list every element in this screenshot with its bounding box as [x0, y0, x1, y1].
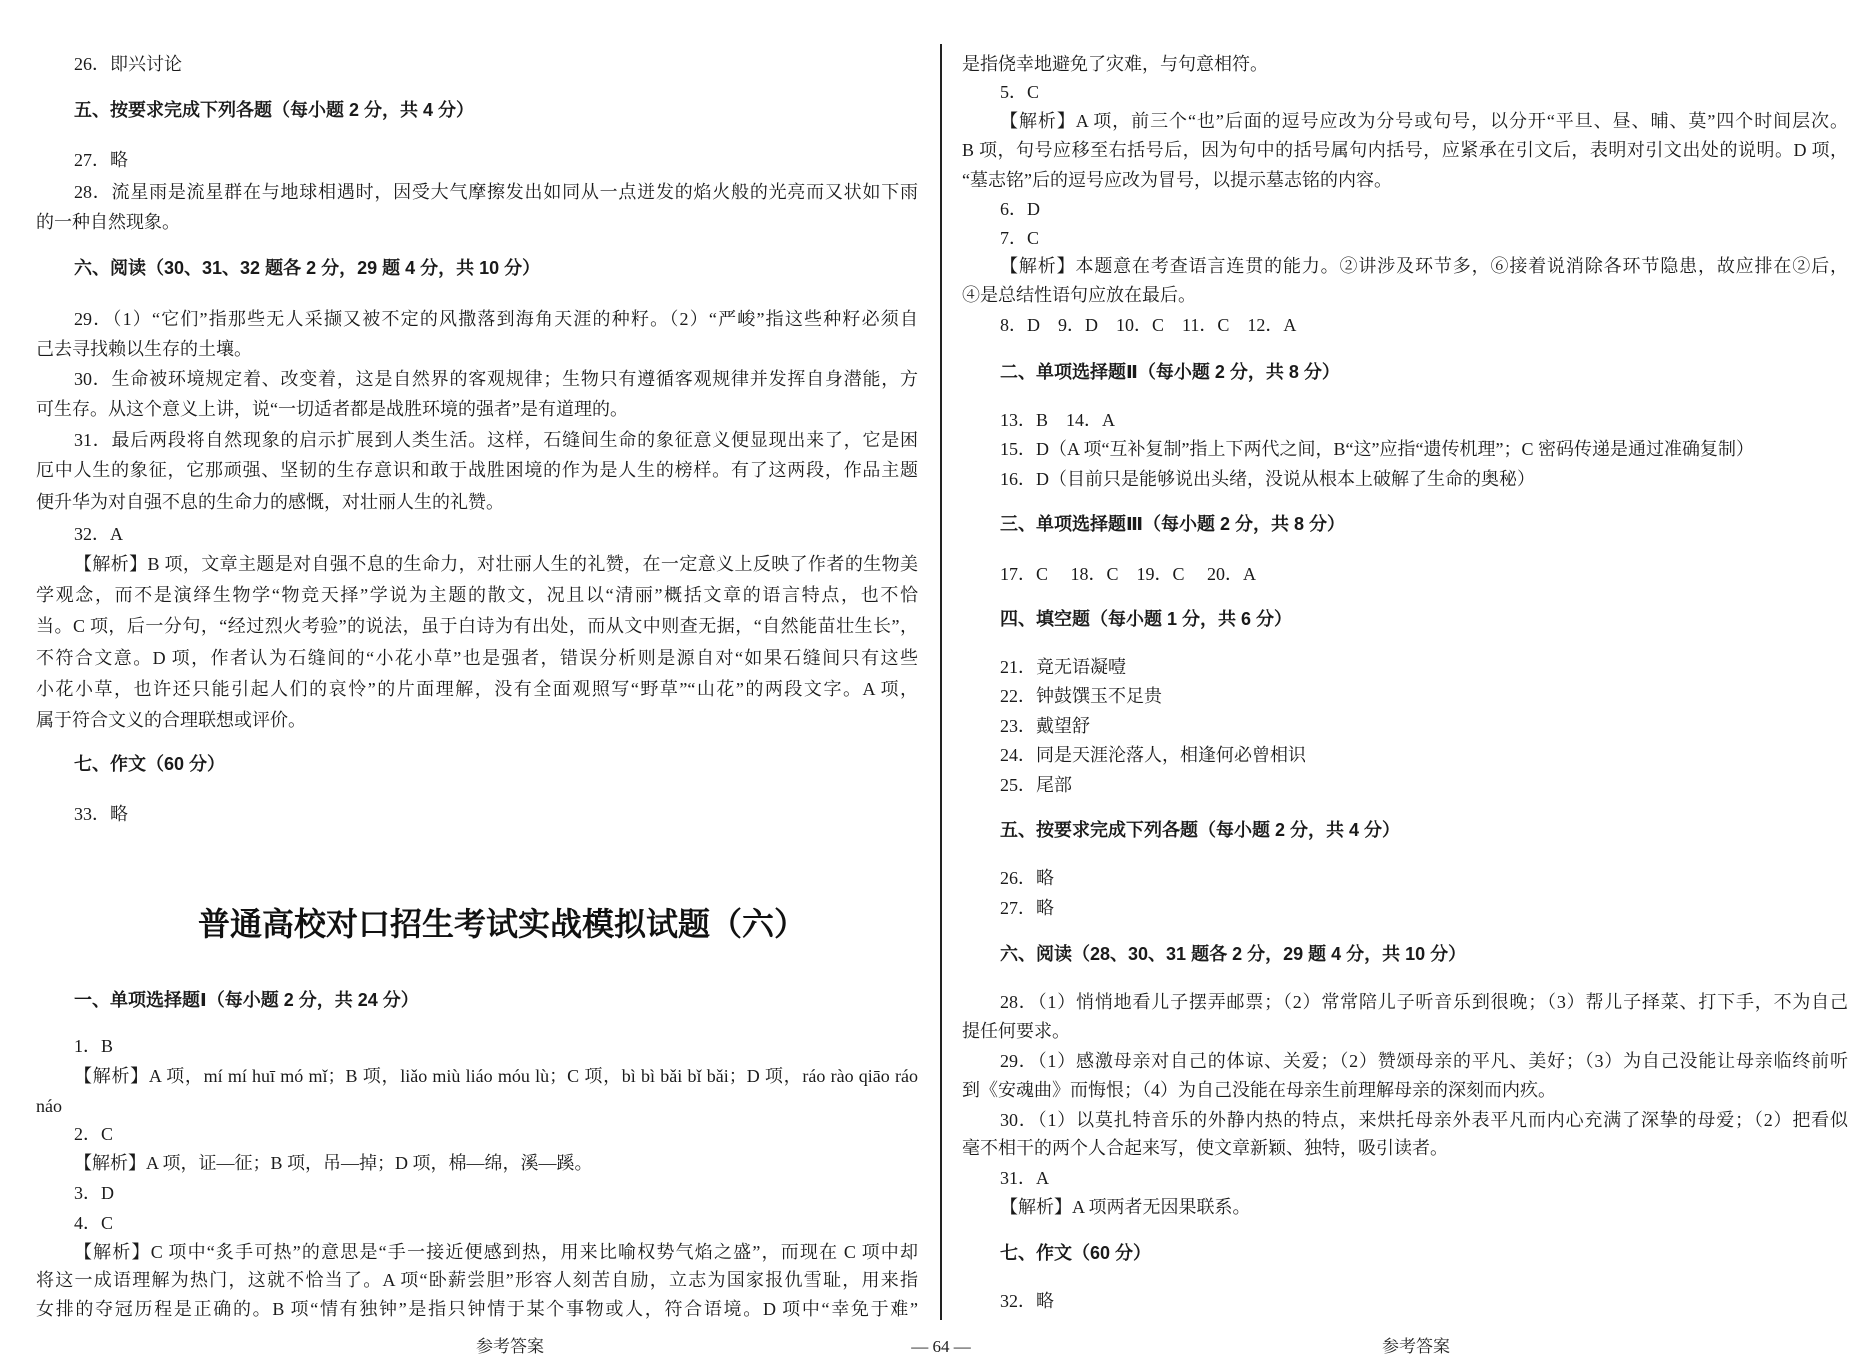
answer-29-line-1: 29．（1）“它们”指那些无人采撷又被不定的风撒落到海角天涯的种籽。（2）“严峻”指这些种籽必须自	[74, 309, 918, 329]
answer-1: 1．B	[74, 1036, 114, 1056]
section-6-heading: 六、阅读（28、30、31 题各 2 分，29 题 4 分，共 10 分）	[1000, 944, 1467, 964]
answer-27: 27．略	[74, 150, 128, 170]
answer-27: 27．略	[1000, 898, 1054, 918]
answer-32-analysis-line-4: 不符合文意。D 项，作者认为石缝间的“小花小草”也是强者，错误分析则是源自对“如果石缝间只有这些	[36, 648, 918, 668]
answer-4-analysis-line-1: 【解析】C 项中“炙手可热”的意思是“手一接近便感到热，用来比喻权势气焰之盛”，而现在 C 项中却	[74, 1242, 918, 1262]
answer-5-analysis-line-3: “墓志铭”后的逗号应改为冒号，以提示墓志铭的内容。	[962, 170, 1392, 190]
answer-4-analysis-line-3: 女排的夺冠历程是正确的。B 项“情有独钟”是指只钟情于某个事物或人，符合语境。D 项中“幸免于难”	[36, 1299, 918, 1319]
answer-7-analysis-line-2: ④是总结性语句应放在最后。	[962, 285, 1196, 305]
answer-32-analysis-line-2: 学观念，而不是演绎生物学“物竞天择”学说为主题的散文，况且以“清丽”概括文章的语言特点，也不恰	[36, 585, 918, 605]
answer-32-analysis-line-1: 【解析】B 项，文章主题是对自强不息的生命力，对壮丽人生的礼赞，在一定意义上反映了作者的生物美	[74, 554, 918, 574]
section-1-heading: 一、单项选择题Ⅰ（每小题 2 分，共 24 分）	[74, 990, 419, 1010]
answer-4-analysis-line-2: 将这一成语理解为热门，这就不恰当了。A 项“卧薪尝胆”形容人刻苦自励，立志为国家报仇雪耻，用来指	[36, 1270, 918, 1290]
footer-label-right: 参考答案	[1382, 1337, 1450, 1356]
section-7-heading: 七、作文（60 分）	[1000, 1243, 1152, 1263]
answer-15: 15．D（A 项“互补复制”指上下两代之间，B“这”应指“遗传机理”；C 密码传递是通过准确复制）	[1000, 439, 1754, 459]
answer-4-analysis-line-4: 是指侥幸地避免了灾难，与句意相符。	[962, 54, 1268, 74]
answer-29-line-1: 29．（1）感激母亲对自己的体谅、关爱；（2）赞颂母亲的平凡、美好；（3）为自己没能让母亲临终前听	[1000, 1051, 1848, 1071]
answers-8-12: 8．D 9．D 10．C 11．C 12．A	[1000, 315, 1297, 335]
answer-6: 6．D	[1000, 199, 1040, 219]
section-2-heading: 二、单项选择题Ⅱ（每小题 2 分，共 8 分）	[1000, 362, 1340, 382]
answer-7-analysis-line-1: 【解析】本题意在考查语言连贯的能力。②讲涉及环节多，⑥接着说消除各环节隐患，故应排在②后，	[1000, 256, 1848, 276]
exam-title: 普通高校对口招生考试实战模拟试题（六）	[198, 906, 807, 942]
answer-7: 7．C	[1000, 228, 1040, 248]
answer-32-analysis-line-6: 属于符合文义的合理联想或评价。	[36, 710, 306, 730]
answer-29-line-2: 到《安魂曲》而悔恨；（4）为自己没能在母亲生前理解母亲的深刻而内疚。	[962, 1080, 1556, 1100]
section-3-heading: 三、单项选择题Ⅲ（每小题 2 分，共 8 分）	[1000, 514, 1346, 534]
answer-30-line-2: 可生存。从这个意义上讲，说“一切适者都是战胜环境的强者”是有道理的。	[36, 399, 628, 419]
answers-17-20: 17．C 18．C 19．C 20．A	[1000, 564, 1257, 584]
answer-22: 22．钟鼓馔玉不足贵	[1000, 686, 1162, 706]
answer-2: 2．C	[74, 1124, 114, 1144]
answer-28-line-2: 的一种自然现象。	[36, 212, 180, 232]
answer-32-analysis-line-3: 当。C 项，后一分句，“经过烈火考验”的说法，虽于白诗为有出处，而从文中则查无据，“自然能苗壮生长”，	[36, 616, 918, 636]
answer-29-line-2: 己去寻找赖以生存的土壤。	[36, 339, 252, 359]
answer-1-analysis-line-2: náo	[36, 1096, 62, 1116]
answer-25: 25．尾部	[1000, 775, 1072, 795]
answer-4: 4．C	[74, 1213, 114, 1233]
answer-30-line-2: 毫不相干的两个人合起来写，使文章新颖、独特，吸引读者。	[962, 1138, 1448, 1158]
answer-24: 24．同是天涯沦落人，相逢何必曾相识	[1000, 745, 1306, 765]
column-divider	[940, 44, 942, 1320]
answer-26: 26．略	[1000, 868, 1054, 888]
answer-31-line-2: 厄中人生的象征，它那顽强、坚韧的生存意识和敢于战胜困境的作为是人生的榜样。有了这两段，作品主题	[36, 460, 918, 480]
section-6-heading: 六、阅读（30、31、32 题各 2 分，29 题 4 分，共 10 分）	[74, 258, 541, 278]
section-4-heading: 四、填空题（每小题 1 分，共 6 分）	[1000, 609, 1293, 629]
answer-33: 33．略	[74, 804, 128, 824]
answers-13-14: 13．B 14．A	[1000, 410, 1116, 430]
section-5-heading: 五、按要求完成下列各题（每小题 2 分，共 4 分）	[1000, 820, 1401, 840]
answer-2-analysis: 【解析】A 项，证—征；B 项，吊—掉；D 项，棉—绵，溪—蹊。	[74, 1153, 593, 1173]
answer-28-line-2: 提任何要求。	[962, 1021, 1070, 1041]
answer-1-analysis-line-1: 【解析】A 项，mí mí huī mó mǐ；B 项，liǎo miù liáo móu lù；C 项，bì bì bǎi bǐ bǎi；D 项，ráo rào qiāo ráo	[74, 1066, 918, 1086]
answer-21: 21．竟无语凝噎	[1000, 657, 1126, 677]
page-number: — 64 —	[911, 1337, 971, 1356]
answer-30-line-1: 30．（1）以莫扎特音乐的外静内热的特点，来烘托母亲外表平凡而内心充满了深挚的母爱；（2）把看似	[1000, 1110, 1848, 1130]
answer-31: 31．A	[1000, 1168, 1049, 1188]
answer-32: 32．略	[1000, 1291, 1054, 1311]
answer-32-analysis-line-5: 小花小草，也许还只能引起人们的哀怜”的片面理解，没有全面观照写“野草”“山花”的两段文字。A 项，	[36, 679, 918, 699]
section-7-heading: 七、作文（60 分）	[74, 754, 226, 774]
footer-label-left: 参考答案	[476, 1337, 544, 1356]
right-column	[962, 0, 1848, 1361]
answer-5-analysis-line-1: 【解析】A 项，前三个“也”后面的逗号应改为分号或句号，以分开“平旦、昼、晡、莫”四个时间层次。	[1000, 111, 1848, 131]
answer-31-line-1: 31．最后两段将自然现象的启示扩展到人类生活。这样，石缝间生命的象征意义便显现出来了，它是困	[74, 430, 918, 450]
answer-32: 32．A	[74, 524, 123, 544]
answer-16: 16．D（目前只是能够说出头绪，没说从根本上破解了生命的奥秘）	[1000, 469, 1535, 489]
answer-28-line-1: 28．（1）悄悄地看儿子摆弄邮票；（2）常常陪儿子听音乐到很晚；（3）帮儿子择菜、打下手，不为自己	[1000, 992, 1848, 1012]
answer-23: 23．戴望舒	[1000, 716, 1090, 736]
answer-3: 3．D	[74, 1183, 114, 1203]
answer-26: 26．即兴讨论	[74, 54, 182, 74]
answer-30-line-1: 30．生命被环境规定着、改变着，这是自然界的客观规律；生物只有遵循客观规律并发挥自身潜能，方	[74, 369, 918, 389]
answer-5: 5．C	[1000, 82, 1040, 102]
answer-5-analysis-line-2: B 项，句号应移至右括号后，因为句中的括号属句内括号，应紧承在引文后，表明对引文出处的说明。D 项，	[962, 140, 1848, 160]
section-5-heading: 五、按要求完成下列各题（每小题 2 分，共 4 分）	[74, 100, 475, 120]
left-column	[36, 0, 918, 1361]
answer-31-analysis: 【解析】A 项两者无因果联系。	[1000, 1197, 1251, 1217]
answer-31-line-3: 便升华为对自强不息的生命力的感慨，对壮丽人生的礼赞。	[36, 492, 504, 512]
answer-28-line-1: 28．流星雨是流星群在与地球相遇时，因受大气摩擦发出如同从一点迸发的焰火般的光亮而又状如下雨	[74, 182, 918, 202]
